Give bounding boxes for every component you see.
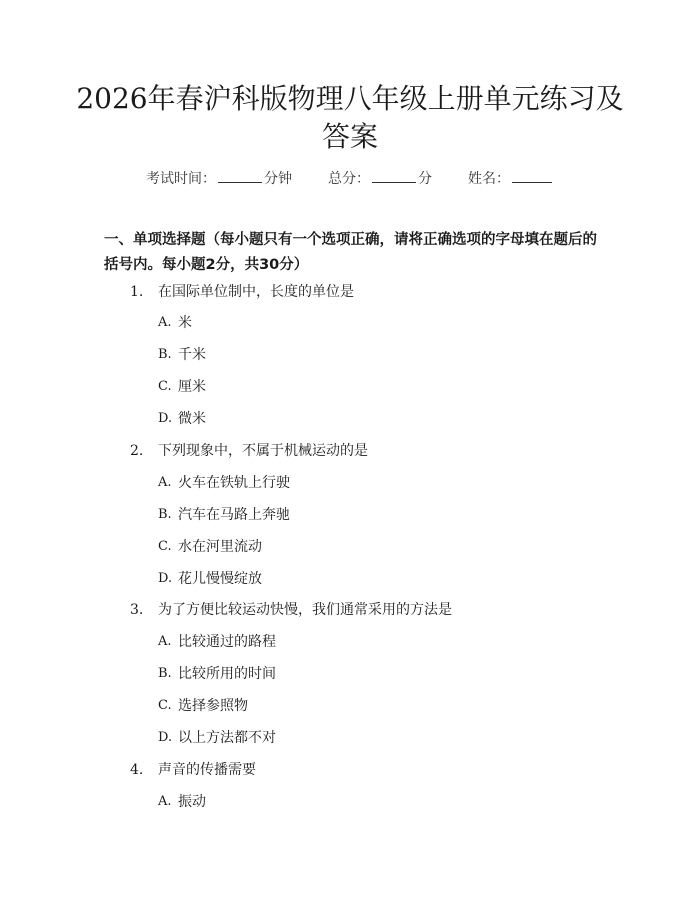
option-text: 火车在铁轨上行驶 bbox=[178, 475, 290, 491]
question-1-option-b[interactable] bbox=[158, 345, 206, 365]
option-text: 选择参照物 bbox=[178, 698, 248, 714]
exam-time-unit: 分钟 bbox=[264, 171, 292, 187]
student-name-label: 姓名： bbox=[468, 171, 510, 187]
question-3-option-b[interactable] bbox=[158, 664, 276, 684]
question-1-option-c[interactable] bbox=[158, 377, 206, 397]
question-number: 1. bbox=[130, 284, 144, 300]
question-4-option-a[interactable] bbox=[158, 792, 206, 812]
exam-meta bbox=[0, 168, 700, 188]
question-4 bbox=[130, 760, 256, 780]
question-2-option-d[interactable] bbox=[158, 569, 262, 589]
question-3-option-c[interactable] bbox=[158, 696, 248, 716]
exam-time-field bbox=[146, 168, 292, 188]
option-letter: A. bbox=[158, 315, 172, 330]
option-text: 厘米 bbox=[178, 379, 206, 395]
option-letter: B. bbox=[158, 507, 172, 522]
question-2-option-a[interactable] bbox=[158, 473, 290, 493]
option-letter: A. bbox=[158, 634, 172, 649]
document-title bbox=[60, 80, 640, 156]
option-letter: D. bbox=[158, 730, 173, 745]
question-1-option-d[interactable] bbox=[158, 409, 206, 429]
question-3-option-d[interactable] bbox=[158, 728, 276, 748]
option-letter: D. bbox=[158, 571, 173, 586]
option-text: 振动 bbox=[178, 794, 206, 810]
student-name-field bbox=[468, 168, 554, 188]
option-text: 比较通过的路程 bbox=[178, 634, 276, 650]
section-heading: 一、单项选择题（每小题只有一个选项正确，请将正确选项的字母填在题后的括号内。每小题2分，共30分） bbox=[104, 232, 597, 273]
total-score-label: 总分： bbox=[328, 171, 370, 187]
option-letter: C. bbox=[158, 698, 172, 713]
question-1 bbox=[130, 282, 354, 302]
option-letter: A. bbox=[158, 794, 172, 809]
option-letter: B. bbox=[158, 347, 172, 362]
question-number: 4. bbox=[130, 762, 144, 778]
total-score-field bbox=[328, 168, 432, 188]
exam-time-label: 考试时间： bbox=[146, 171, 216, 187]
student-name-blank[interactable] bbox=[512, 168, 552, 183]
title-line-2: 答案 bbox=[321, 120, 378, 153]
option-text: 比较所用的时间 bbox=[178, 666, 276, 682]
option-letter: A. bbox=[158, 475, 172, 490]
total-score-blank[interactable] bbox=[372, 168, 416, 183]
option-text: 汽车在马路上奔驰 bbox=[178, 507, 290, 523]
question-text: 在国际单位制中，长度的单位是 bbox=[158, 284, 354, 300]
question-3-option-a[interactable] bbox=[158, 632, 276, 652]
exam-time-blank[interactable] bbox=[218, 168, 262, 183]
question-text: 为了方便比较运动快慢，我们通常采用的方法是 bbox=[158, 602, 452, 618]
question-3 bbox=[130, 600, 452, 620]
question-text: 声音的传播需要 bbox=[158, 762, 256, 778]
question-2-option-b[interactable] bbox=[158, 505, 290, 525]
question-2 bbox=[130, 441, 368, 461]
option-letter: C. bbox=[158, 379, 172, 394]
option-letter: B. bbox=[158, 666, 172, 681]
question-text: 下列现象中，不属于机械运动的是 bbox=[158, 443, 368, 459]
option-text: 微米 bbox=[178, 411, 206, 427]
title-line-1: 2026年春沪科版物理八年级上册单元练习及 bbox=[76, 82, 624, 115]
option-text: 千米 bbox=[178, 347, 206, 363]
option-text: 水在河里流动 bbox=[178, 539, 262, 555]
question-number: 2. bbox=[130, 443, 144, 459]
option-text: 米 bbox=[178, 315, 192, 331]
question-1-option-a[interactable] bbox=[158, 313, 192, 333]
question-2-option-c[interactable] bbox=[158, 537, 262, 557]
total-score-unit: 分 bbox=[418, 171, 432, 187]
option-text: 以上方法都不对 bbox=[178, 730, 276, 746]
question-number: 3. bbox=[130, 602, 144, 618]
option-letter: C. bbox=[158, 539, 172, 554]
option-letter: D. bbox=[158, 411, 173, 426]
option-text: 花儿慢慢绽放 bbox=[178, 571, 262, 587]
